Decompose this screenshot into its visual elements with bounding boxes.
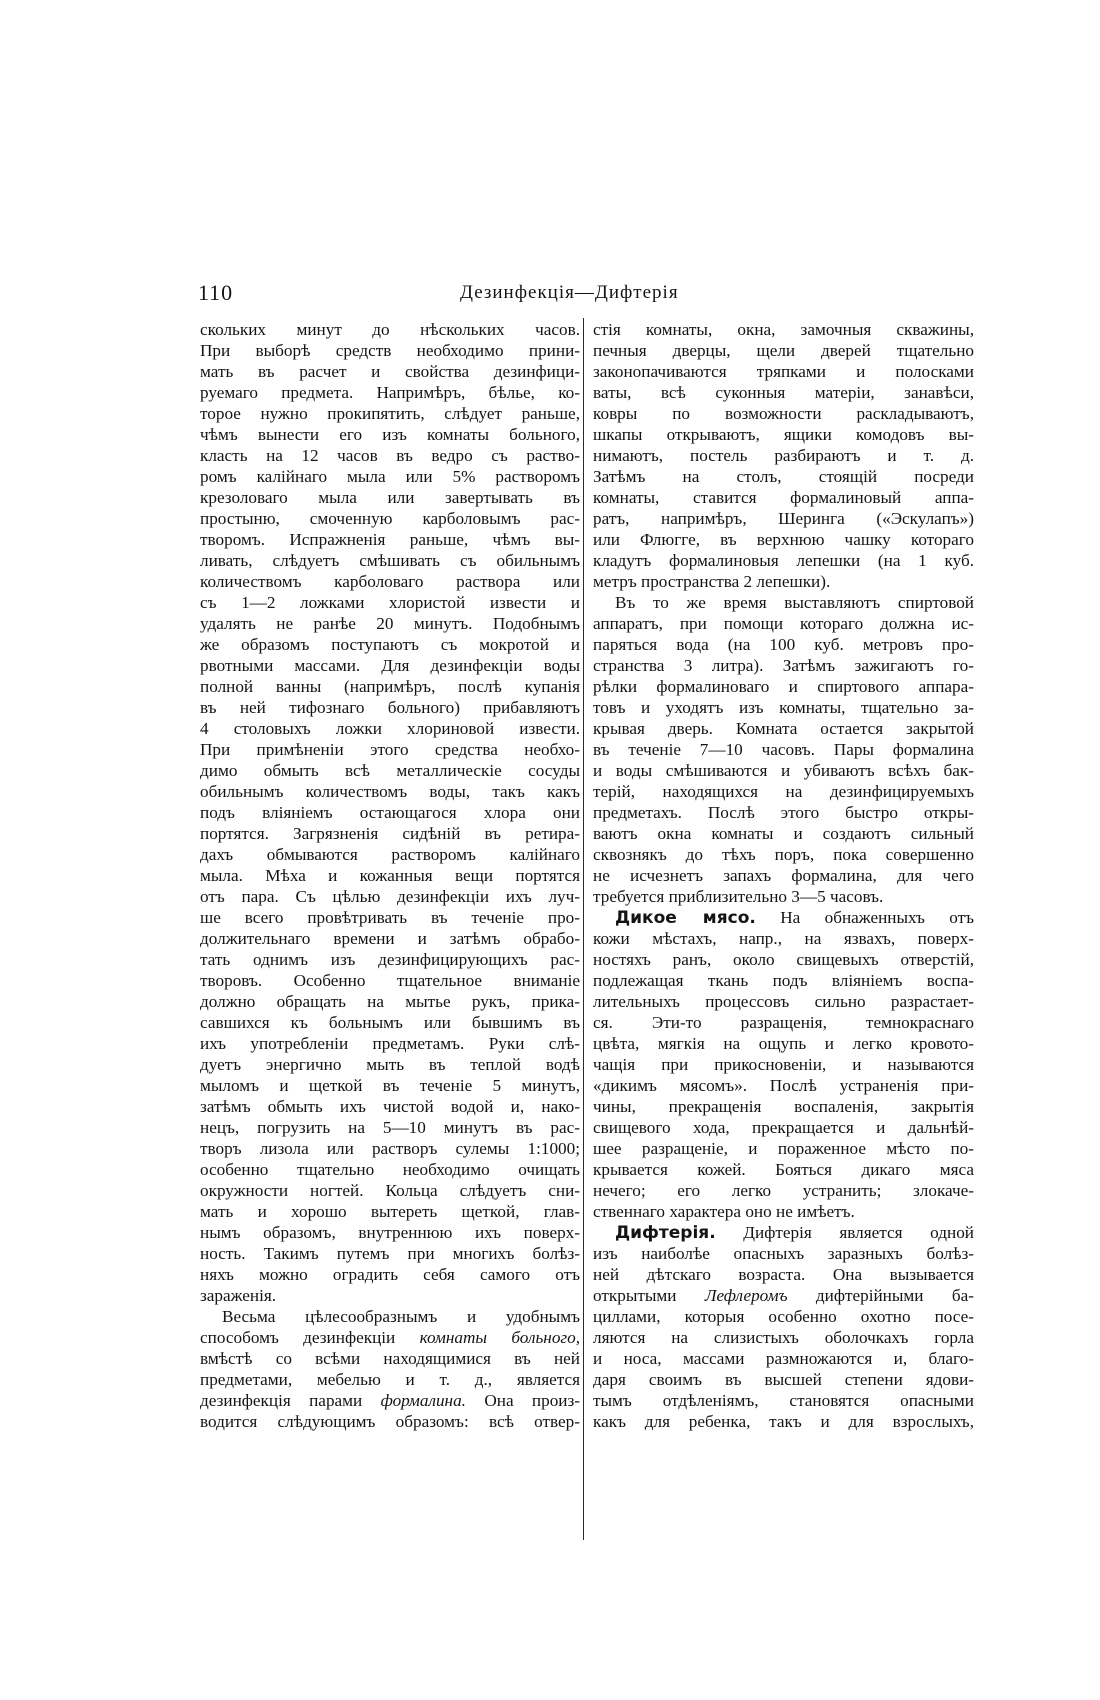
text-line (593, 886, 974, 907)
text-line (593, 739, 974, 760)
text-line (593, 466, 974, 487)
text-line (200, 970, 580, 991)
text-line (593, 655, 974, 676)
text-line (200, 508, 580, 529)
text-line (593, 508, 974, 529)
line-text: мать и хорошо вытереть щеткой, глав- (200, 1202, 580, 1221)
text-line (593, 424, 974, 445)
line-text: ше всего провѣтривать въ теченіе про- (200, 908, 580, 927)
line-text: класть на 12 часов въ ведро съ раство- (200, 446, 580, 465)
line-text: стія комнаты, окна, замочныя скважины, (593, 320, 974, 339)
line-text: ся. Эти-то разращенія, темнокраснаго (593, 1013, 974, 1032)
text-line (200, 1012, 580, 1033)
page-number: 110 (198, 280, 234, 305)
line-text: обильнымъ количествомъ воды, такъ какъ (200, 782, 580, 801)
line-text: няхъ можно оградить себя самого отъ (200, 1265, 580, 1284)
text-line (200, 487, 580, 508)
line-text: количествомъ карболоваго раствора или (200, 572, 580, 591)
text-line (200, 1033, 580, 1054)
text-line (200, 697, 580, 718)
line-text: въ теченіе 7—10 часовъ. Пары формалина (593, 740, 974, 759)
text-line (200, 466, 580, 487)
text-line (200, 403, 580, 424)
text-line (200, 781, 580, 802)
text-line (593, 1411, 974, 1432)
line-text: кожи мѣстахъ, напр., на язвахъ, поверх- (593, 929, 974, 948)
line-text: товъ и уходятъ изъ комнаты, тщательно за- (593, 698, 974, 717)
text-line (593, 991, 974, 1012)
text-line (200, 1390, 580, 1411)
text-line (200, 550, 580, 571)
line-text: нечего; его легко устранить; злокаче- (593, 1181, 974, 1200)
line-text: ностяхъ ранъ, около свищевыхъ отверстій, (593, 950, 974, 969)
right-column (593, 319, 974, 1432)
text-line (593, 781, 974, 802)
text-line (593, 676, 974, 697)
line-text: зараженія. (200, 1286, 277, 1305)
italic-text: Лефлеромъ (704, 1286, 788, 1305)
line-text: отъ пара. Съ цѣлью дезинфекціи ихъ луч- (200, 887, 580, 906)
line-text: водится слѣдующимъ образомъ: всѣ отвер- (200, 1412, 580, 1431)
text-line (593, 487, 974, 508)
line-text: и воды смѣшиваются и убиваютъ всѣхъ бак- (593, 761, 974, 780)
text-line (593, 1180, 974, 1201)
text-line (593, 1327, 974, 1348)
line-text: шкапы открываютъ, ящики комодовъ вы- (593, 425, 974, 444)
text-line (593, 1117, 974, 1138)
line-text: тымъ отдѣленіямъ, становятся опасными (593, 1391, 974, 1410)
line-text: удалять не ранѣе 20 минутъ. Подобнымъ (200, 614, 580, 633)
text-line (593, 1159, 974, 1180)
line-text: мать въ расчет и свойства дезинфици- (200, 362, 580, 381)
line-text: ляются на слизистыхъ оболочкахъ горла (593, 1328, 974, 1347)
text-line (593, 1033, 974, 1054)
line-text: ратъ, напримѣръ, Шеринга («Эскулапъ») (593, 509, 974, 528)
line-text: мыла. Мѣха и кожанныя вещи портятся (200, 866, 580, 885)
line-text: съ 1—2 ложками хлористой извести и (200, 593, 580, 612)
text-line (200, 928, 580, 949)
line-text: должно обращать на мытье рукъ, прика- (200, 992, 580, 1011)
line-text: кладутъ формалиновыя лепешки (на 1 куб. (593, 551, 974, 570)
line-text: циллами, которыя особенно охотно посе- (593, 1307, 974, 1326)
line-text: Затѣмъ на столъ, стоящій посреди (593, 467, 974, 486)
text-line (593, 382, 974, 403)
line-text: чащія при прикосновеніи, и называются (593, 1055, 974, 1074)
line-text: подлежащая ткань подъ вліяніемъ воспа- (593, 971, 974, 990)
section-term: Дифтерія. (615, 1223, 716, 1243)
text-line (593, 1054, 974, 1075)
text-line (200, 1201, 580, 1222)
text-line (593, 1285, 974, 1306)
line-text: ливать, слѣдуетъ смѣшивать съ обильнымъ (200, 551, 580, 570)
left-column (200, 319, 580, 1432)
line-text: аппаратъ, при помощи котораго должна ис- (593, 614, 974, 633)
line-text: предметахъ. Послѣ этого быстро откры- (593, 803, 974, 822)
line-text: особенно тщательно необходимо очищать (200, 1160, 580, 1179)
line-text: открытыми (593, 1286, 677, 1305)
text-line (200, 1306, 580, 1327)
text-line (200, 760, 580, 781)
line-text: нимаютъ, постель разбираютъ и т. д. (593, 446, 974, 465)
line-text: димо обмыть всѣ металлическіе сосуды (200, 761, 580, 780)
line-text: требуется приблизительно 3—5 часовъ. (593, 887, 884, 906)
line-text: или Флюгге, въ верхнюю чашку котораго (593, 530, 974, 549)
text-line (200, 844, 580, 865)
text-line (593, 1012, 974, 1033)
text-line (200, 865, 580, 886)
line-text: чины, прекращенія воспаленія, закрытія (593, 1097, 974, 1116)
text-line (200, 340, 580, 361)
line-text: крезоловаго мыла или завертывать въ (200, 488, 580, 507)
text-line (200, 1180, 580, 1201)
text-line (593, 613, 974, 634)
text-line (200, 1285, 580, 1306)
line-text: скольких минут до нѣскольких часов. (200, 320, 580, 339)
text-line (200, 1264, 580, 1285)
line-text: сквознякъ до тѣхъ поръ, пока совершенно (593, 845, 974, 864)
line-text: предметами, мебелью и т. д., является (200, 1370, 580, 1389)
text-line (200, 802, 580, 823)
text-line (593, 1390, 974, 1411)
text-line (200, 949, 580, 970)
line-text: ваютъ окна комнаты и создаютъ сильный (593, 824, 974, 843)
text-line (200, 1054, 580, 1075)
line-text: При выборѣ средств необходимо прини- (200, 341, 580, 360)
text-line (593, 1369, 974, 1390)
line-text: и носа, массами размножаются и, благо- (593, 1349, 974, 1368)
line-text: нымъ образомъ, внутреннюю ихъ поверх- (200, 1223, 580, 1242)
text-line (593, 319, 974, 340)
text-line (200, 424, 580, 445)
italic-text: формалина. (380, 1391, 466, 1410)
line-text: даря своимъ въ высшей степени ядови- (593, 1370, 974, 1389)
text-line (200, 1075, 580, 1096)
text-line (593, 844, 974, 865)
line-text: дуетъ энергично мыть въ теплой водѣ (200, 1055, 580, 1074)
line-text: окружности ногтей. Кольца слѣдуетъ сни- (200, 1181, 580, 1200)
text-line (593, 550, 974, 571)
line-text: подъ вліяніемъ остающагося хлора они (200, 803, 580, 822)
text-line (200, 382, 580, 403)
line-text: творъ лизола или растворъ сулемы 1:1000; (200, 1139, 580, 1158)
line-text: ваты, всѣ суконныя матеріи, занавѣси, (593, 383, 974, 402)
line-text: въ ней тифознаго больного) прибавляютъ (200, 698, 580, 717)
text-line (593, 718, 974, 739)
line-text: законопачиваются тряпками и полосками (593, 362, 974, 381)
line-text: рвотными массами. Для дезинфекціи воды (200, 656, 580, 675)
text-line (593, 529, 974, 550)
text-line (593, 760, 974, 781)
line-text: изъ наиболѣе опасныхъ заразныхъ болѣз- (593, 1244, 974, 1263)
page-header (198, 280, 986, 310)
text-line (200, 361, 580, 382)
text-line (593, 445, 974, 466)
text-line (593, 907, 974, 928)
text-line (200, 886, 580, 907)
text-line (593, 1201, 974, 1222)
line-text: не исчезнетъ запахъ формалина, для чего (593, 866, 974, 885)
text-line (593, 1243, 974, 1264)
text-line (200, 1411, 580, 1432)
text-line (593, 697, 974, 718)
text-line (200, 1222, 580, 1243)
text-line (200, 634, 580, 655)
text-line (200, 991, 580, 1012)
text-line (593, 403, 974, 424)
line-text: полной ванны (напримѣръ, послѣ купанія (200, 677, 580, 696)
line-text: 4 столовыхъ ложки хлориновой извести. (200, 719, 580, 738)
line-text: «дикимъ мясомъ». Послѣ устраненія при- (593, 1076, 974, 1095)
line-text: же образомъ поступаютъ съ мокротой и (200, 635, 580, 654)
text-line (593, 1222, 974, 1243)
text-line (200, 655, 580, 676)
line-text: савшихся къ больнымъ или бывшимъ въ (200, 1013, 580, 1032)
line-text: терій, находящихся на дезинфицируемыхъ (593, 782, 974, 801)
line-text: печныя дверцы, щели дверей тщательно (593, 341, 974, 360)
line-text: свищевого хода, прекращается и дальнѣй- (593, 1118, 974, 1137)
text-line (593, 802, 974, 823)
text-line (200, 1327, 580, 1348)
text-line (200, 319, 580, 340)
line-text: ность. Такимъ путемъ при многихъ болѣз- (200, 1244, 580, 1263)
line-text: лительныхъ процессовъ сильно разрастает- (593, 992, 974, 1011)
text-line (593, 1138, 974, 1159)
line-text: На обнаженныхъ отъ (780, 908, 974, 927)
line-text: крывая дверь. Комната остается закрытой (593, 719, 974, 738)
text-line (593, 1075, 974, 1096)
text-line (593, 928, 974, 949)
line-text: дифтерійными ба- (815, 1286, 974, 1305)
text-line (593, 865, 974, 886)
text-line (200, 592, 580, 613)
line-text: ромъ калійнаго мыла или 5% растворомъ (200, 467, 580, 486)
line-text: простыню, смоченную карболовымъ рас- (200, 509, 580, 528)
text-line (200, 1159, 580, 1180)
line-text: цвѣта, мягкія на ощупь и легко кровото- (593, 1034, 974, 1053)
text-line (200, 1243, 580, 1264)
line-text: ственнаго характера оно не имѣетъ. (593, 1202, 855, 1221)
line-text: тать однимъ изъ дезинфицирующихъ рас- (200, 950, 580, 969)
text-line (200, 676, 580, 697)
line-text: мыломъ и щеткой въ теченіе 5 минутъ, (200, 1076, 580, 1095)
line-text: дахъ обмываются растворомъ калійнаго (200, 845, 580, 864)
line-text: Она произ- (484, 1391, 581, 1410)
line-text: шее разращеніе, и пораженное мѣсто по- (593, 1139, 974, 1158)
line-text: портятся. Загрязненія сидѣній въ ретира- (200, 824, 580, 843)
line-text: какъ для ребенка, такъ и для взрослыхъ, (593, 1412, 974, 1431)
text-line (200, 1117, 580, 1138)
text-line (200, 445, 580, 466)
running-title: Дезинфекція—Дифтерія (460, 282, 679, 303)
line-text: рѣлки формалиноваго и спиртового аппара- (593, 677, 974, 696)
text-line (593, 1348, 974, 1369)
text-line (593, 361, 974, 382)
text-line (200, 613, 580, 634)
line-text: способомъ дезинфекціи (200, 1328, 396, 1347)
text-line (200, 1348, 580, 1369)
line-text: торое нужно прокипятить, слѣдует раньше, (200, 404, 580, 423)
text-line (200, 718, 580, 739)
italic-text: комнаты больного, (419, 1328, 581, 1347)
column-divider (583, 318, 584, 1540)
text-line (200, 823, 580, 844)
line-text: творомъ. Испражненія раньше, чѣмъ вы- (200, 530, 580, 549)
line-text: паряться вода (на 100 куб. метровъ про- (593, 635, 974, 654)
line-text: ней дѣтскаго возраста. Она вызывается (593, 1265, 974, 1284)
line-text: комнаты, ставится формалиновый аппа- (593, 488, 974, 507)
text-line (593, 1264, 974, 1285)
line-text: странства 3 литра). Затѣмъ зажигаютъ го- (593, 656, 974, 675)
line-text: нецъ, погрузить на 5—10 минутъ въ рас- (200, 1118, 580, 1137)
text-line (200, 1138, 580, 1159)
text-line (593, 571, 974, 592)
section-term: Дикое мясо. (615, 908, 756, 928)
line-text: крывается кожей. Бояться дикаго мяса (593, 1160, 974, 1179)
line-text: метръ пространства 2 лепешки). (593, 572, 831, 591)
line-text: творовъ. Особенно тщательное вниманіе (200, 971, 580, 990)
text-line (593, 949, 974, 970)
text-line (593, 592, 974, 613)
text-line (593, 1306, 974, 1327)
line-text: ихъ употребленіи предметамъ. Руки слѣ- (200, 1034, 580, 1053)
line-text: Дифтерія является одной (743, 1223, 975, 1242)
text-line (200, 739, 580, 760)
line-text: должительнаго времени и затѣмъ обрабо- (200, 929, 580, 948)
text-line (593, 823, 974, 844)
text-line (200, 1096, 580, 1117)
line-text: Весьма цѣлесообразнымъ и удобнымъ (222, 1307, 580, 1326)
text-line (200, 1369, 580, 1390)
text-line (593, 970, 974, 991)
line-text: затѣмъ обмыть ихъ чистой водой и, нако- (200, 1097, 580, 1116)
text-line (200, 571, 580, 592)
text-line (200, 529, 580, 550)
line-text: дезинфекція парами (200, 1391, 363, 1410)
text-line (200, 907, 580, 928)
line-text: ковры по возможности раскладываютъ, (593, 404, 974, 423)
line-text: При примѣненіи этого средства необхо- (200, 740, 580, 759)
text-line (593, 634, 974, 655)
text-line (593, 340, 974, 361)
line-text: вмѣстѣ со всѣми находящимися въ ней (200, 1349, 580, 1368)
line-text: руемаго предмета. Напримѣръ, бѣлье, ко- (200, 383, 580, 402)
line-text: чѣмъ вынести его изъ комнаты больного, (200, 425, 580, 444)
line-text: Въ то же время выставляютъ спиртовой (615, 593, 974, 612)
text-line (593, 1096, 974, 1117)
